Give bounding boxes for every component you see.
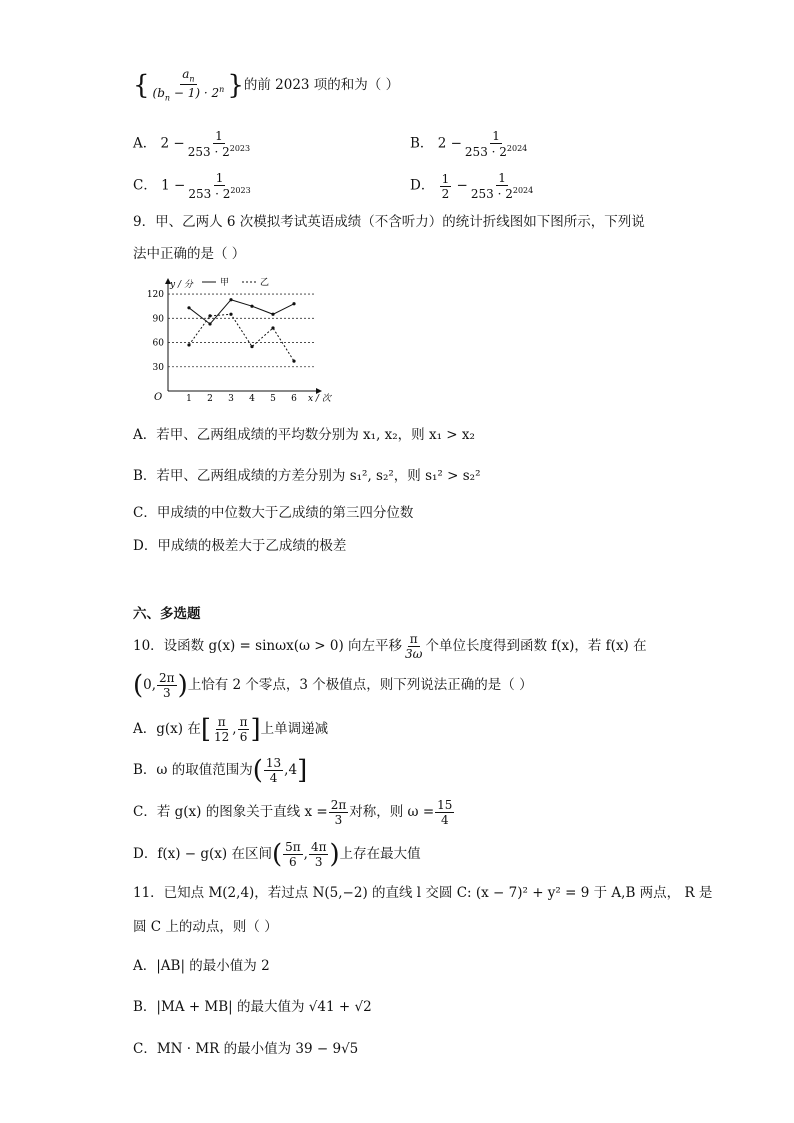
- q10-option-a[interactable]: A．g(x) 在[ $\frac{\pi}{12}$ , $\frac{\pi}{6}$ ]上单调递减: [133, 714, 329, 745]
- x-tick-label: 3: [228, 394, 234, 404]
- q11-option-b[interactable]: B．|MA + MB| 的最大值为 √41 + √2: [133, 999, 372, 1015]
- data-point-dashed: [229, 313, 232, 316]
- q9-option-a[interactable]: A．若甲、乙两组成绩的平均数分别为 x₁, x₂，则 x₁ > x₂: [133, 427, 475, 443]
- x-tick-label: 5: [270, 394, 276, 404]
- x-tick-label: 1: [186, 394, 192, 404]
- data-point-solid: [208, 322, 211, 325]
- q10-stem-line2: (0, $\frac{2\pi}{3}$ )上恰有 2 个零点，3 个极值点，则下列说法正确的是（ ）: [133, 670, 533, 701]
- q8-option-d[interactable]: D． $\frac{1}{2}$ − $\frac{1}{253 \cdot 2^{2024}}$: [410, 171, 534, 201]
- q11-option-c[interactable]: C．MN · MR 的最小值为 39 − 9√5: [133, 1041, 359, 1057]
- data-point-solid: [187, 306, 190, 309]
- q9-line-chart: [146, 273, 350, 404]
- q10-option-d[interactable]: D．f(x) − g(x) 在区间( $\frac{5\pi}{6}$ , $\frac{4\pi}{3}$ )上存在最大值: [133, 839, 421, 870]
- q10-option-b[interactable]: B．ω 的取值范围为( $\frac{13}{4}$ ,4]: [133, 755, 308, 786]
- x-axis-label: x / 次: [308, 394, 331, 404]
- legend-solid-label: 甲: [220, 278, 230, 288]
- q9-option-b[interactable]: B．若甲、乙两组成绩的方差分别为 s₁², s₂²，则 s₁² > s₂²: [133, 468, 481, 484]
- data-point-solid: [271, 313, 274, 316]
- q8-option-b[interactable]: B． 2 − $\frac{1}{253 \cdot 2^{2024}}$: [410, 129, 528, 159]
- data-point-dashed: [208, 314, 211, 317]
- q8-stem: { $\frac{a_n}{(b_n - 1) \cdot 2^n}$ }的前 2023 项的和为（ ）: [133, 67, 400, 103]
- q11-option-a[interactable]: A．|AB| 的最小值为 2: [133, 958, 270, 974]
- q9-option-d[interactable]: D．甲成绩的极差大于乙成绩的极差: [133, 538, 347, 554]
- data-point-dashed: [187, 343, 190, 346]
- q9-stem-line1: 9．甲、乙两人 6 次模拟考试英语成绩（不含听力）的统计折线图如下图所示，下列说: [133, 214, 645, 230]
- data-point-dashed: [271, 326, 274, 329]
- series-line-solid: [189, 300, 294, 324]
- y-tick-label: 120: [146, 290, 164, 301]
- x-tick-label: 6: [291, 394, 297, 404]
- q9-stem-line2: 法中正确的是（ ）: [133, 246, 246, 262]
- series-line-dashed: [189, 314, 294, 361]
- data-point-dashed: [292, 360, 295, 363]
- q8-stem-text: 的前 2023 项的和为（ ）: [243, 76, 400, 93]
- q8-option-a[interactable]: A． 2 − $\frac{1}{253 \cdot 2^{2023}}$: [133, 129, 251, 159]
- data-point-solid: [229, 298, 232, 301]
- y-axis-label: y / 分: [170, 280, 193, 290]
- y-tick-label: 90: [152, 314, 164, 325]
- x-tick-label: 2: [207, 394, 213, 404]
- q11-stem-line1: 11．已知点 M(2,4)，若过点 N(5,−2) 的直线 l 交圆 C: (x − 7)² + y² = 9 于 A,B 两点， R 是: [133, 885, 713, 901]
- q10-stem-line1: 10．设函数 g(x) = sinωx(ω > 0) 向左平移 $\frac{\pi}{3\omega}$ 个单位长度得到函数 f(x)，若 f(x) 在: [133, 632, 647, 661]
- data-point-dashed: [250, 345, 253, 348]
- q11-stem-line2: 圆 C 上的动点，则（ ）: [133, 919, 278, 935]
- q8-option-c[interactable]: C． 1 − $\frac{1}{253 \cdot 2^{2023}}$: [133, 171, 251, 201]
- section-title: 六、多选题: [133, 606, 201, 622]
- data-point-solid: [292, 302, 295, 305]
- q9-option-c[interactable]: C．甲成绩的中位数大于乙成绩的第三四分位数: [133, 505, 414, 521]
- data-point-solid: [250, 305, 253, 308]
- y-tick-label: 30: [152, 362, 164, 373]
- x-tick-label: 4: [249, 394, 255, 404]
- legend-dashed-label: 乙: [260, 278, 270, 288]
- y-tick-label: 60: [152, 338, 164, 349]
- q10-option-c[interactable]: C．若 g(x) 的图象关于直线 x = $\frac{2\pi}{3}$ 对称，则 ω = $\frac{15}{4}$: [133, 798, 453, 827]
- origin-label: O: [154, 392, 163, 403]
